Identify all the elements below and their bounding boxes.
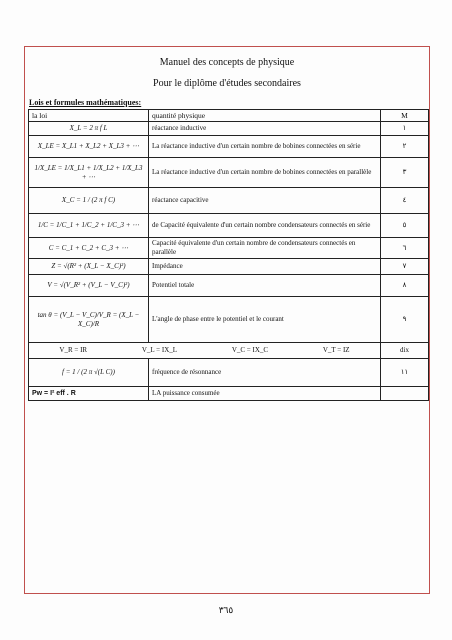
formula-cell: f = 1 / (2 π √(L C)) — [29, 359, 149, 387]
quantity-cell: La réactance inductive d'un certain nombre de bobines connectées en série — [149, 136, 381, 158]
quantity-cell: de Capacité équivalente d'un certain nombre condensateurs connectés en série — [149, 214, 381, 238]
table-row — [29, 188, 429, 214]
formula-cell: X_LE = X_L1 + X_L2 + X_L3 + ⋯ — [29, 136, 149, 158]
header-law: la loi — [29, 110, 149, 122]
header-number: M — [381, 110, 429, 122]
document-subtitle: Pour le diplôme d'études secondaires — [153, 78, 301, 89]
formula-table — [28, 109, 429, 401]
table-header-row — [29, 110, 429, 122]
number-cell: ٩ — [381, 297, 429, 343]
equations-cell — [29, 343, 381, 359]
quantity-cell: fréquence de résonnance — [149, 359, 381, 387]
table-row — [29, 275, 429, 297]
number-cell: ٥ — [381, 214, 429, 238]
ohm-equation-c: V_C = IX_C — [231, 346, 269, 354]
ohm-equation-t: V_T = IZ — [322, 346, 350, 354]
table-row — [29, 359, 429, 387]
table-row — [29, 387, 429, 401]
quantity-cell: réactance capacitive — [149, 188, 381, 214]
table-row — [29, 158, 429, 188]
formula-cell: Z = √(R² + (X_L − X_C)²) — [29, 259, 149, 275]
table-row — [29, 259, 429, 275]
table-row — [29, 214, 429, 238]
formula-cell: V = √(V_R² + (V_L − V_C)²) — [29, 275, 149, 297]
number-cell: ١ — [381, 122, 429, 136]
quantity-cell: Potentiel totale — [149, 275, 381, 297]
quantity-cell: L'angle de phase entre le potentiel et le courant — [149, 297, 381, 343]
section-heading: Lois et formules mathématiques: — [29, 98, 142, 107]
formula-cell: X_C = 1 / (2 π f C) — [29, 188, 149, 214]
number-cell: ٧ — [381, 259, 429, 275]
page-number: ٣٦٥ — [218, 605, 234, 615]
ohm-equation-r: V_R = IR — [59, 346, 88, 354]
header-quantity: quantité physique — [149, 110, 381, 122]
number-cell: ٤ — [381, 188, 429, 214]
formula-cell: C = C_1 + C_2 + C_3 + ⋯ — [29, 238, 149, 259]
formula-cell: 1/C = 1/C_1 + 1/C_2 + 1/C_3 + ⋯ — [29, 214, 149, 238]
formula-cell: 1/X_LE = 1/X_L1 + 1/X_L2 + 1/X_L3 + ⋯ — [29, 158, 149, 188]
page-frame — [24, 46, 430, 594]
quantity-cell: Capacité équivalente d'un certain nombre de condensateurs connectés en parallèle — [149, 238, 381, 259]
formula-cell: X_L = 2 π f L — [29, 122, 149, 136]
ohm-equation-l: V_L = IX_L — [141, 346, 178, 354]
number-cell: dix — [381, 343, 429, 359]
table-row — [29, 136, 429, 158]
table-row — [29, 343, 429, 359]
formula-cell: tan θ = (V_L − V_C)/V_R = (X_L − X_C)/R — [29, 297, 149, 343]
number-cell: ٦ — [381, 238, 429, 259]
number-cell: ١١ — [381, 359, 429, 387]
number-cell — [381, 387, 429, 401]
quantity-cell: La réactance inductive d'un certain nombre de bobines connectées en parallèle — [149, 158, 381, 188]
quantity-cell: réactance inductive — [149, 122, 381, 136]
number-cell: ٨ — [381, 275, 429, 297]
document-title: Manuel des concepts de physique — [159, 57, 295, 68]
table-row — [29, 238, 429, 259]
quantity-cell: Impédance — [149, 259, 381, 275]
number-cell: ٣ — [381, 158, 429, 188]
quantity-cell: LA puissance consumée — [149, 387, 381, 401]
number-cell: ٢ — [381, 136, 429, 158]
table-row — [29, 297, 429, 343]
formula-cell: Pw = I² eff . R — [29, 387, 149, 401]
table-row — [29, 122, 429, 136]
